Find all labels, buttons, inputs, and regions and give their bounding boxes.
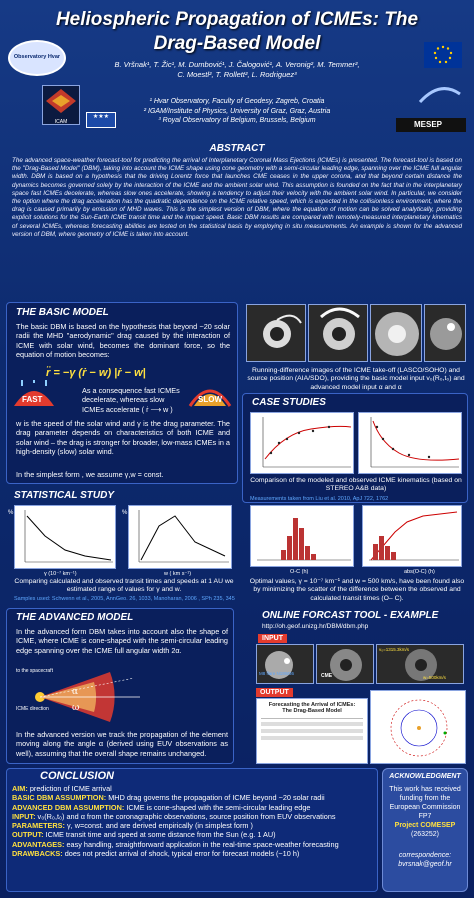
- affiliations: ¹ Hvar Observatory, Faculty of Geodesy, Zagreb, Croatia ² IGAM/Institute of Physics, University of Graz, Graz, Austria ³ Royal Observatory of Belgium, Brussels, Belgium: [143, 98, 331, 124]
- stat-plot-w: [128, 505, 232, 569]
- conclusion-basic: BASIC DBM ASSUMPTION: MHD drag governs the propagation of ICME beyond ~20 solar radii: [12, 793, 325, 803]
- basic-model-title: THE BASIC MODEL: [16, 307, 109, 318]
- statistical-title: STATISTICAL STUDY: [14, 490, 114, 501]
- output-screenshot: Forecasting the Arrival of ICMEs: The Drag-Based Model: [256, 698, 368, 764]
- fp7-logo-icon: [418, 84, 462, 106]
- direction-label: ICME direction: [16, 706, 49, 712]
- lasco-image-1: [246, 304, 306, 362]
- svg-text:α: α: [72, 687, 79, 697]
- cone-diagram-graphic: [14, 666, 144, 728]
- cone-diagram: [14, 666, 144, 728]
- svg-text:ω: ω: [72, 703, 80, 713]
- stat-plot-gamma-graphic: [15, 506, 117, 570]
- conclusion-output: OUTPUT: ICME transit time and speed at some distance from the Sun (e.g. 1 AU): [12, 830, 276, 840]
- stat-plot-abs: [362, 505, 462, 567]
- input-image-2: CME: [316, 644, 374, 684]
- conclusion-list: [12, 784, 376, 858]
- hvar-logo: Observatory Hvar: [8, 40, 66, 76]
- case-plot-left-graphic: [251, 413, 355, 475]
- acknowledgment-title: ACKNOWLEDGMENT: [389, 773, 461, 780]
- stat-w-pct: %: [122, 510, 128, 516]
- conclusion-drawbacks: DRAWBACKS: does not predict arrival of shock, typical error for forecast models (~10 h): [12, 849, 300, 859]
- images-caption: Running-difference images of the ICME take-off (LASCO/SOHO) and source position (AIA/SDO), providing the basic model input v₀(R₀,t₀) and advanced model input α and α: [247, 367, 465, 391]
- mesep-logo: MESEP: [396, 118, 466, 132]
- basic-model-intro: The basic DBM is based on the hypothesis that beyond ~20 solar radii the MHD "aerodynamic" drag caused by the interaction of ICME with solar wind, becomes the dominant force, so the equation of motion becomes:: [16, 322, 230, 360]
- advanced-model-title: THE ADVANCED MODEL: [16, 612, 134, 623]
- basic-model-desc: w is the speed of the solar wind and γ is the drag parameter. The drag parameter depends on characteristics of both ICME and solar wind – the drag is stronger for broader, low-mass ICMEs in a high-density (slow) solar wind.: [16, 419, 230, 457]
- eu-flag-icon: [424, 42, 462, 68]
- conclusion-advantages: ADVANTAGES: easy handling, straightforward application in the real-time space-weather forecasting: [12, 839, 339, 849]
- conclusion-title: CONCLUSION: [40, 770, 114, 782]
- acknowledgment-text: This work has received funding from the European Commission FP7: [389, 786, 461, 820]
- case-plot-right-graphic: [359, 413, 463, 475]
- aia-image-3: [370, 304, 422, 362]
- input-image-1: M8 flare N19W36: [256, 644, 314, 684]
- poster-title: Heliospheric Propagation of ICMEs: The Drag-Based Model: [55, 9, 419, 54]
- advanced-model-desc: In the advanced version we track the propagation of the element moving along the angle α (derived using EUV observations as well), assuming that the overall shape remains unchanged.: [16, 730, 228, 758]
- stat-plot-gamma: [14, 505, 116, 569]
- conclusion-advanced: ADVANCED DBM ASSUMPTION: ICME is cone-shaped with the semi-circular leading edge: [12, 802, 311, 812]
- stat-plot-abs-graphic: [363, 506, 463, 568]
- spacecraft-label: to the spacecraft: [16, 668, 53, 674]
- conclusion-input: INPUT: v₀(R₀,t₀) and α from the coronagraphic observations, source position from EUV observations: [12, 811, 336, 821]
- icam-emblem-icon: [43, 86, 79, 114]
- correspondence-label: correspondence:: [398, 852, 452, 859]
- stat-plot-oc-graphic: [251, 506, 355, 568]
- stat-plot-oc: [250, 505, 354, 567]
- stat-gamma-pct: %: [8, 510, 14, 516]
- stat-plot-w-graphic: [129, 506, 233, 570]
- acknowledgment-box: [382, 768, 468, 892]
- stat-samples: Samples used: Schwenn et al., 2005, AnnGeo. 26, 1033, Manoharan, 2006 , SPh 235, 345: [14, 596, 235, 602]
- basic-model-simplest: In the simplest form , we assume γ,w = const.: [16, 470, 164, 479]
- stat-abs-axis-label: abs(O-C) (h): [404, 569, 435, 575]
- correspondence-email[interactable]: bvrsnak@geof.hr: [398, 861, 452, 868]
- online-tool-title: ONLINE FORCAST TOOL - EXAMPLE: [262, 610, 439, 621]
- stat-oc-axis-label: O-C (h): [290, 569, 309, 575]
- input-label: INPUT: [258, 634, 287, 643]
- stat-gamma-axis-label: γ (10⁻⁷ km⁻¹): [44, 571, 77, 577]
- output-label: OUTPUT: [256, 688, 293, 697]
- output-orbit-plot-graphic: [371, 691, 467, 765]
- output-orbit-plot: [370, 690, 466, 764]
- fast-icme-icon: FAST: [10, 380, 58, 410]
- conclusion-parameters: PARAMETERS: γ, w=const. and are derived empirically (in simplest form ): [12, 821, 253, 831]
- case-plot-left: [250, 412, 354, 474]
- slow-icme-icon: SLOW: [186, 380, 234, 410]
- abstract-text: The advanced space-weather forecast-tool for predicting the arrival of Interplanetary Coronal Mass Ejections (ICMEs) is presented. The forecast-tool is based on the "Drag-Based Model" (DBM), taking into account the ICME shape using cone geometry with a semi-circular leading edge, spanning over the ICME full angular width. DBM is based on a hypothesis that the driving Lorentz force that launches CME ceases in the upper corona, and that beyond certain distance the dynamics becomes governed solely by the interaction of the ICME and the ambient solar wind. This assumption is founded on the fact that in the interplanetary space fast ICMEs decelerate, whereas slow ones accelerate, showing a tendency to adjust their velocity with the ambient solar wind. In particular, we consider the option where the drag acceleration has the quadratic dependence on the ICME relative speed, which is expected in the collisionless environment, where the drag is caused primarily by emission of MHD waves. This is the simplest version of DBM, where the equation of motion can be solved analytically, providing explicit solutions for the Sun-Earth ICME transit time and the impact speed. Basic DBM results are compared with remotely-measured interplanetary kinematics of several ICMEs, whereas forecasting abilities are tested on the statistical basis by employing in situ measurements. An example is shown for the advanced version of DBM, where geometry of ICME is taken into account.: [12, 157, 462, 238]
- authors: B. Vršnak¹, T. Žic¹, M. Dumbović¹, J. Čalogović¹, A. Veronig², M. Temmer², C. Moestl², T. Rollett², L. Rodriguez³: [114, 60, 360, 79]
- input-image-3: v₀=1315.3km/s w=500km/s: [376, 644, 464, 684]
- stat-caption-right: Optimal values, γ = 10⁻⁷ km⁻¹ and w = 500 km/s, have been found also by minimizing the scatter of the difference between the observed and calculated transit times (O– C).: [249, 578, 465, 602]
- online-tool-url[interactable]: http://oh.geof.unizg.hr/DBM/dbm.php: [262, 623, 369, 630]
- aia-image-4: [424, 304, 466, 362]
- equation-of-motion: r̈ = −γ (ṙ − w) |ṙ − w|: [46, 367, 146, 379]
- case-studies-ref: Measurements taken from Liu et al. 2010, ApJ 722, 1762: [250, 496, 389, 502]
- case-studies-title: CASE STUDIES: [252, 397, 326, 408]
- stat-w-axis-label: w ( km s⁻¹): [164, 571, 192, 577]
- consequence-text: As a consequence fast ICMEs decelerate, whereas slow ICMEs accelerate ( ṙ ⟶ w ): [82, 386, 180, 414]
- case-plot-right: [358, 412, 462, 474]
- acknowledgment-number: (263252): [410, 831, 440, 838]
- stars-logo: ★★★: [86, 112, 116, 128]
- abstract-title: ABSTRACT: [209, 143, 265, 154]
- conclusion-aim: AIM: prediction of ICME arrival: [12, 784, 112, 793]
- stat-caption-left: Comparing calculated and observed transit times and speeds at 1 AU we estimated range of values for γ and w.: [14, 578, 234, 594]
- case-studies-caption: Comparison of the modeled and observed ICME kinematics (based on STEREO A&B data): [250, 477, 462, 493]
- advanced-model-intro: In the advanced form DBM takes into account also the shape of ICME, where ICME is cone-shaped with the semi-circular leading edge spanning over the ICME full angular width 2α.: [16, 627, 228, 655]
- lasco-image-2: [308, 304, 368, 362]
- icam-logo: ICAM: [42, 85, 80, 125]
- acknowledgment-project: Project COMESEP: [394, 822, 456, 829]
